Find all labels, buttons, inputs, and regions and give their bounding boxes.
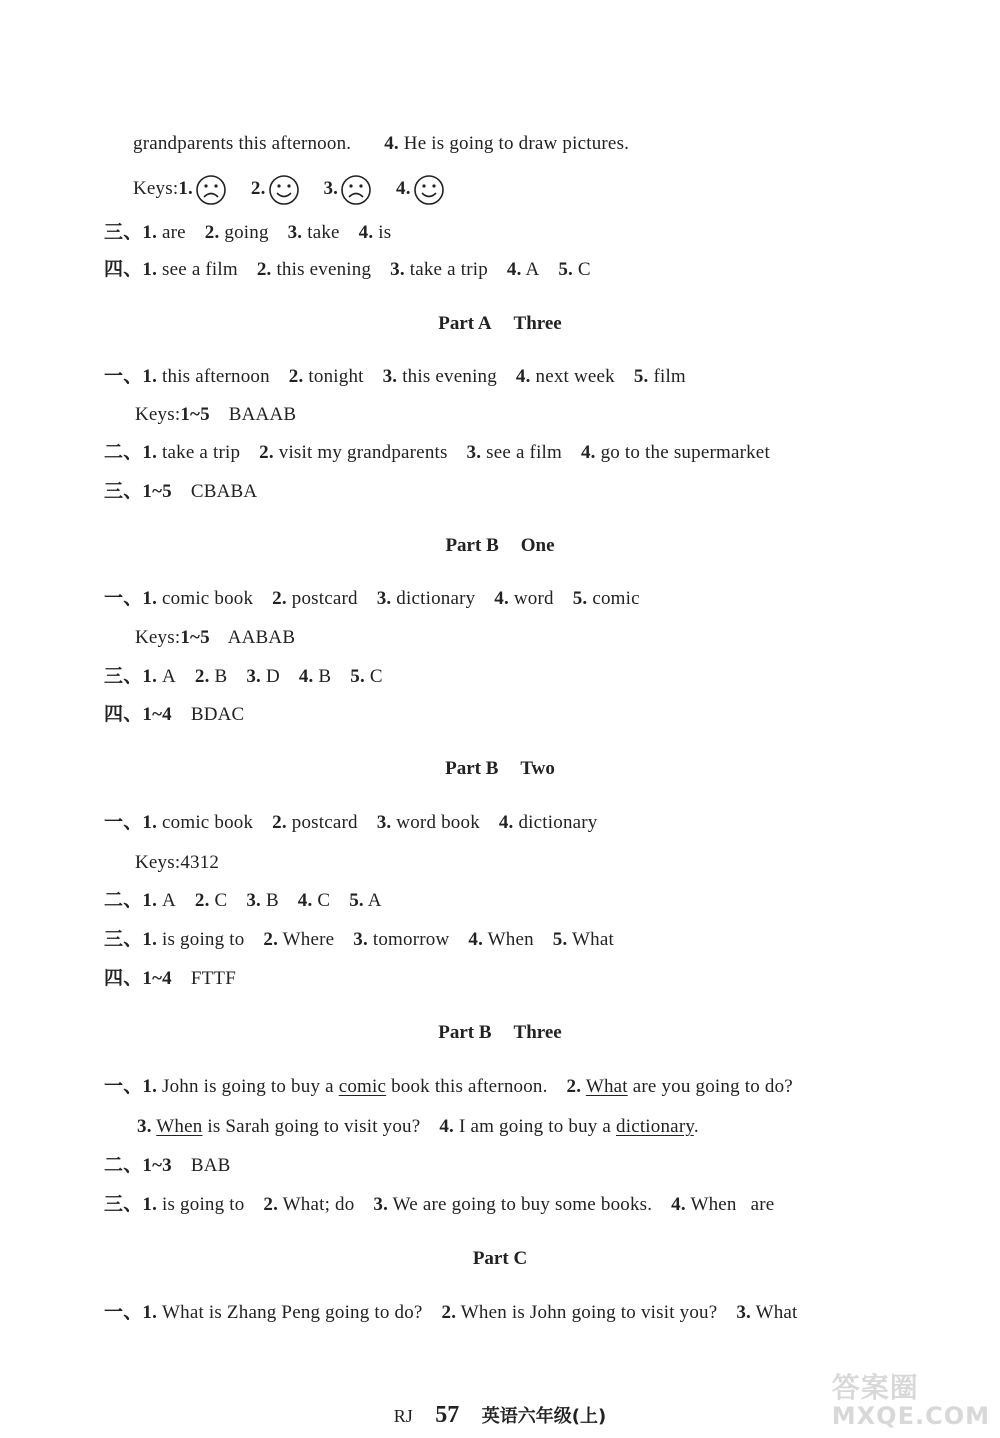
answer-line: grandparents this afternoon. 4. He is going to draw pictures.: [133, 133, 630, 154]
smiley-face-icon: [413, 174, 445, 206]
subject-label: 英语六年级(上): [481, 1406, 607, 1427]
smiley-face-icon: [268, 174, 300, 206]
page-number: 57: [435, 1402, 460, 1428]
section-heading: Part A Three: [438, 313, 562, 334]
section-heading: Part C: [472, 1248, 528, 1269]
section-heading: Part B Three: [438, 1022, 562, 1043]
answer-line: 三、1. are 2. going 3. take 4. is: [104, 222, 392, 243]
keys-line: Keys:1. 2. 3. 4.: [133, 172, 445, 206]
answer-line: 一、1. What is Zhang Peng going to do? 2. When is John going to visit you? 3. What: [104, 1302, 798, 1323]
answer-line: 二、1. A 2. C 3. B 4. C 5. A: [104, 890, 382, 911]
answer-line: 三、1~5 CBABA: [104, 481, 258, 502]
answer-line: 三、1. is going to 2. Where 3. tomorrow 4. When 5. What: [104, 929, 614, 950]
answer-line: 三、1. A 2. B 3. D 4. B 5. C: [104, 666, 383, 687]
answer-line: 二、1. take a trip 2. visit my grandparents 3. see a film 4. go to the supermarket: [104, 442, 770, 463]
keys-line: Keys:4312: [135, 852, 220, 873]
answer-line: 3. When is Sarah going to visit you? 4. I am going to buy a dictionary.: [137, 1116, 699, 1137]
section-heading: Part B One: [445, 535, 555, 556]
watermark-logo: 答案圈 MXQE.COM: [831, 1371, 990, 1430]
answer-line: 一、1. comic book 2. postcard 3. dictionary 4. word 5. comic: [104, 588, 640, 609]
answer-line: 四、1~4 FTTF: [104, 968, 236, 989]
edition-label: RJ: [393, 1406, 413, 1426]
answer-line: 四、1. see a film 2. this evening 3. take a trip 4. A 5. C: [104, 259, 591, 280]
answer-line: 三、1. is going to 2. What; do 3. We are going to buy some books. 4. When are: [104, 1194, 775, 1215]
sad-face-icon: [195, 174, 227, 206]
sad-face-icon: [340, 174, 372, 206]
section-heading: Part B Two: [445, 758, 555, 779]
answer-line: 二、1~3 BAB: [104, 1155, 231, 1176]
keys-line: Keys:1~5 AABAB: [135, 627, 296, 648]
answer-line: 一、1. this afternoon 2. tonight 3. this evening 4. next week 5. film: [104, 366, 686, 387]
answer-line: 一、1. John is going to buy a comic book this afternoon. 2. What are you going to do?: [104, 1076, 793, 1097]
answer-line: 四、1~4 BDAC: [104, 704, 245, 725]
keys-line: Keys:1~5 BAAAB: [135, 404, 297, 425]
answer-line: 一、1. comic book 2. postcard 3. word book 4. dictionary: [104, 812, 598, 833]
